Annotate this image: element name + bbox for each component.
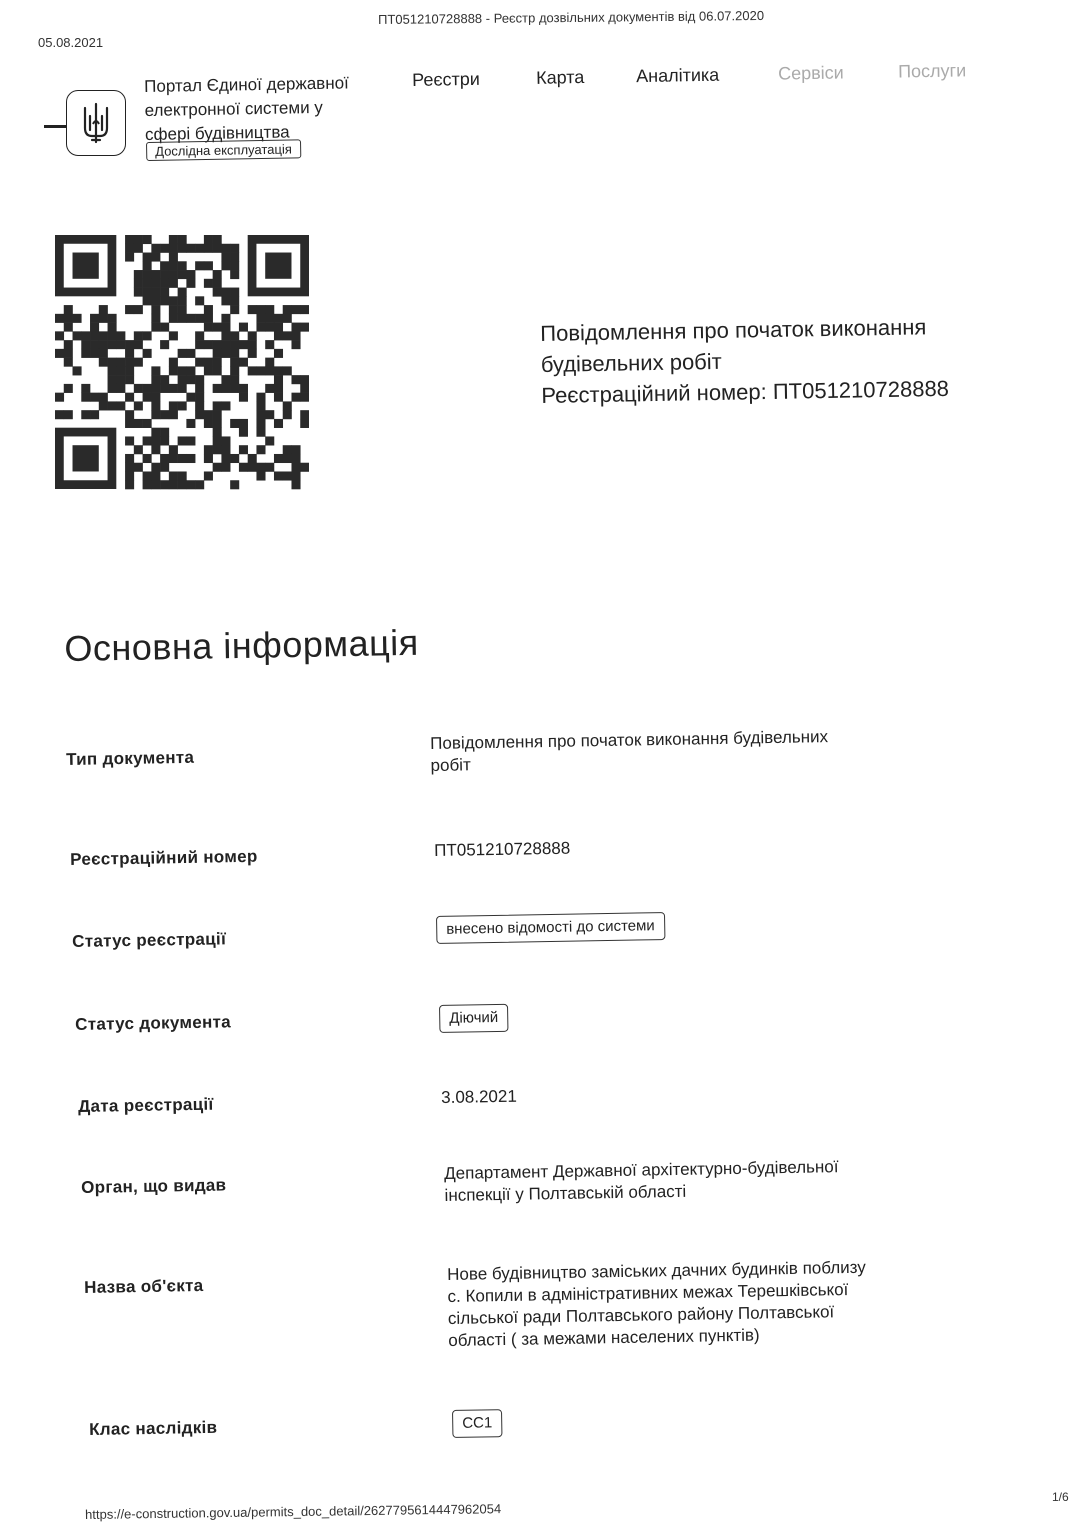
field-value — [441, 1078, 981, 1109]
field-value-line: робіт — [430, 755, 471, 775]
field-value-line: с. Копили в адміністративних межах Терешківської — [447, 1280, 849, 1306]
notice-line-2: будівельних робіт — [540, 348, 722, 377]
field-value — [434, 831, 974, 862]
field-label: Клас наслідків — [89, 1417, 218, 1439]
field-value-line: інспекції у Полтавській області — [444, 1181, 687, 1205]
field-value-line: Повідомлення про початок виконання будівельних — [430, 727, 829, 753]
status-badge: внесено відомості до системи — [436, 912, 665, 944]
field-value — [452, 1401, 992, 1438]
nav-item-analytics[interactable]: Аналітика — [635, 64, 720, 87]
field-label: Назва об'єкта — [84, 1275, 204, 1297]
qr-code — [55, 235, 309, 493]
portal-name-line-3: сфері будівництва — [144, 122, 290, 144]
field-value-line: 3.08.2021 — [441, 1086, 517, 1107]
field-label: Тип документа — [66, 747, 195, 769]
portal-logo[interactable] — [66, 90, 126, 156]
field-value — [439, 996, 979, 1033]
trial-operation-badge: Дослідна експлуатація — [146, 139, 301, 161]
notice-registration-number: Реєстраційний номер: ПТ051210728888 — [541, 375, 950, 408]
field-label: Статус документа — [75, 1012, 232, 1034]
notice-line-1: Повідомлення про початок виконання — [540, 314, 927, 346]
print-date: 05.08.2021 — [38, 35, 104, 50]
nav-item-registries[interactable]: Реєстри — [412, 68, 481, 90]
field-value — [436, 907, 976, 944]
status-badge: Діючий — [439, 1004, 508, 1033]
consequence-class-badge: СС1 — [452, 1409, 502, 1438]
logo-bar — [44, 125, 66, 128]
trident-icon — [79, 100, 113, 146]
field-value — [430, 724, 971, 777]
portal-name-line-1: Портал Єдиної державної — [144, 73, 349, 96]
field-label: Дата реєстрації — [78, 1094, 214, 1116]
field-label: Статус реєстрації — [72, 929, 227, 951]
print-page-title: ПТ051210728888 - Реєстр дозвільних документів від 06.07.2020 — [378, 7, 765, 27]
nav-item-services[interactable]: Сервіси — [777, 62, 844, 84]
field-value — [444, 1154, 985, 1207]
field-label: Реєстраційний номер — [70, 846, 258, 869]
portal-name-line-2: електронної системи у — [144, 97, 323, 120]
nav-item-map[interactable]: Карта — [535, 66, 585, 88]
footer-url[interactable]: https://e-construction.gov.ua/permits_doc_detail/2627795614447962054 — [85, 1501, 502, 1522]
portal-name[interactable] — [144, 71, 385, 147]
notice-heading — [540, 310, 1022, 411]
field-value-line: сільської ради Полтавського району Полтавської — [447, 1302, 835, 1328]
field-value-line: ПТ051210728888 — [434, 838, 571, 860]
page-number: 1/6 — [1052, 1490, 1069, 1504]
nav-item-offerings[interactable]: Послуги — [897, 60, 967, 82]
section-title: Основна інформація — [64, 621, 420, 669]
field-value-line: області ( за межами населених пунктів) — [448, 1325, 760, 1350]
field-value — [447, 1255, 988, 1352]
field-label: Орган, що видав — [81, 1175, 227, 1197]
field-value-line: Нове будівництво заміських дачних будинків поблизу — [447, 1257, 866, 1284]
field-value-line: Департамент Державної архітектурно-будівельної — [444, 1157, 839, 1183]
